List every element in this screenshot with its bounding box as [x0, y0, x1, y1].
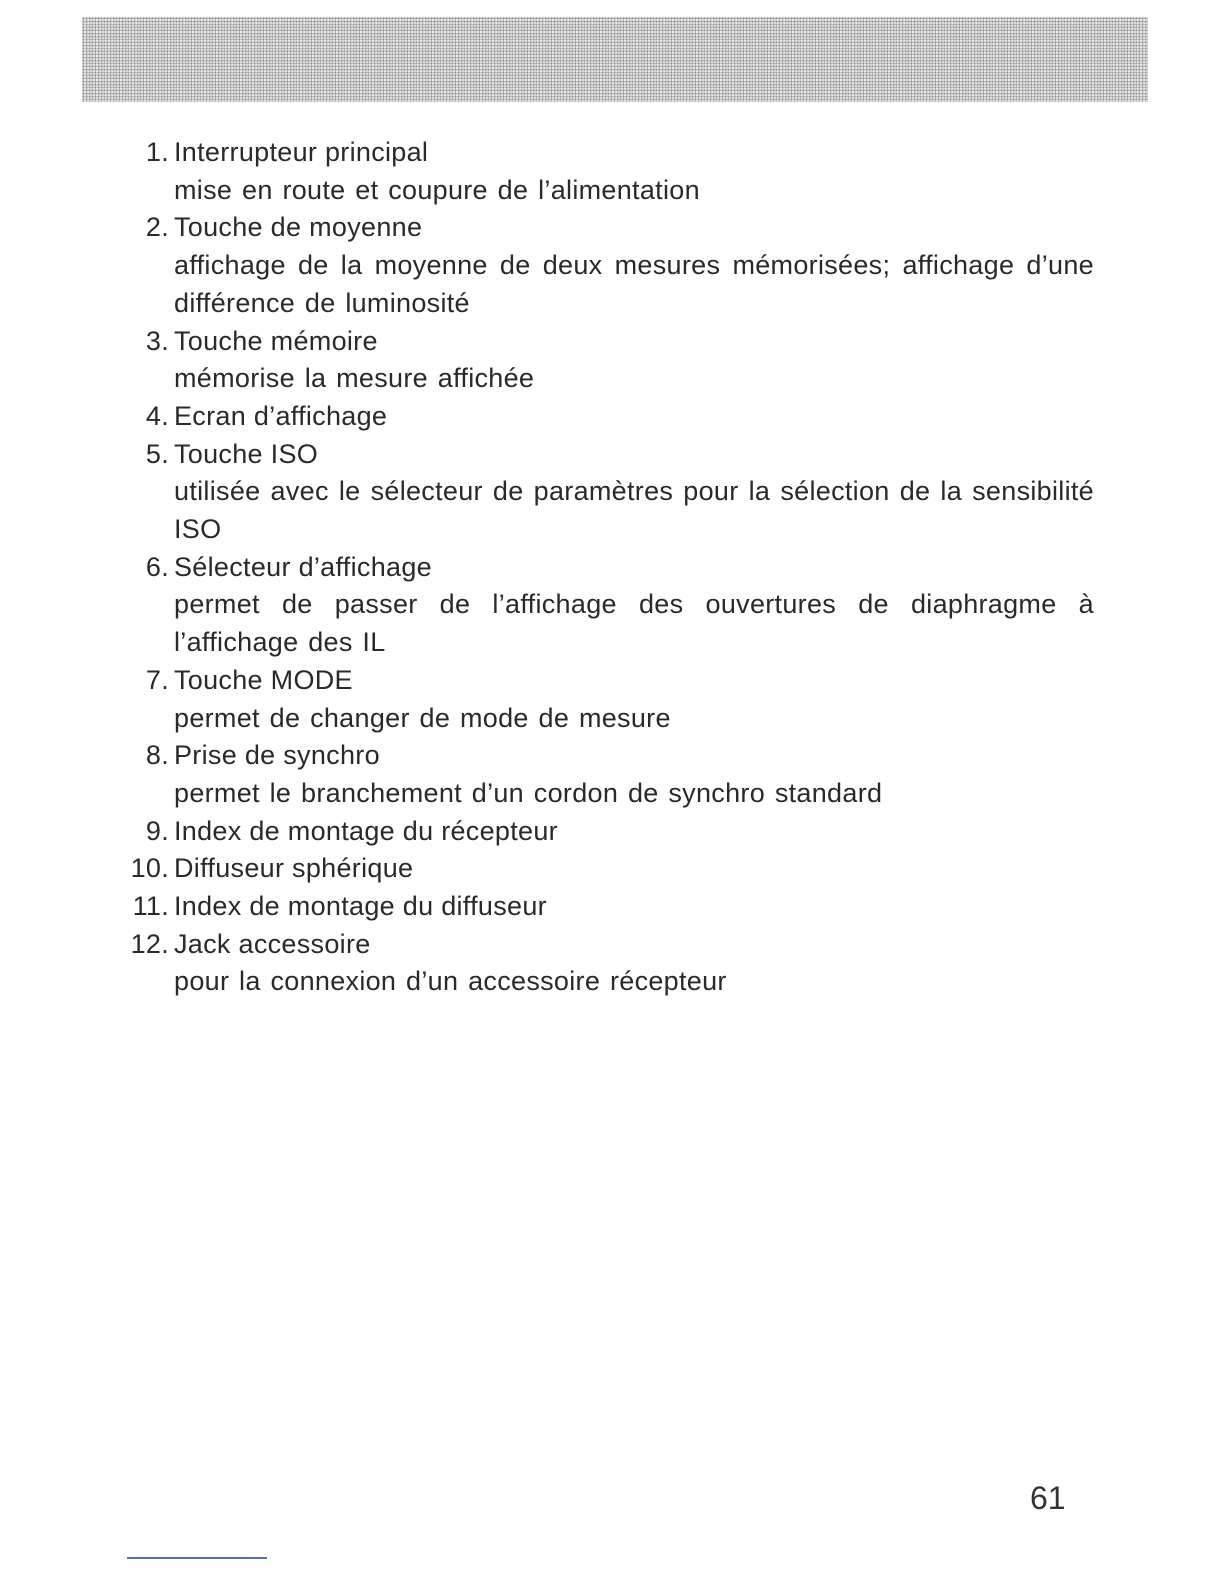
list-item: [0, 398, 1224, 436]
footer-rule: [127, 1557, 267, 1559]
item-number: 3.: [145, 325, 169, 356]
parts-list: [0, 134, 1224, 1001]
list-item: [0, 737, 1224, 812]
item-number: 6.: [145, 551, 169, 582]
item-title: Sélecteur d’affichage: [174, 551, 432, 582]
item-title: Interrupteur principal: [174, 137, 429, 167]
page-number: 61: [1030, 1480, 1066, 1516]
item-description: mise en route et coupure de l’alimentation: [174, 174, 700, 205]
list-item: [0, 549, 1224, 662]
list-item: [0, 134, 1224, 209]
item-number: 7.: [145, 664, 169, 695]
item-number: 4.: [145, 400, 169, 431]
item-number: 10.: [130, 853, 169, 884]
item-title: Prise de synchro: [174, 740, 380, 771]
item-number: 8.: [145, 740, 169, 771]
item-number: 5.: [145, 438, 169, 469]
item-title: Jack accessoire: [174, 928, 371, 959]
item-title: Index de montage du récepteur: [174, 815, 558, 846]
item-description: permet le branchement d’un cordon de synchro standard: [174, 777, 883, 808]
item-title: Touche MODE: [174, 664, 353, 695]
item-title: Touche mémoire: [174, 325, 378, 356]
list-item: [0, 888, 1224, 926]
item-title: Diffuseur sphérique: [174, 853, 414, 884]
item-description: mémorise la mesure affichée: [174, 363, 535, 394]
list-item: [0, 436, 1224, 549]
list-item: [0, 662, 1224, 737]
item-title: Touche de moyenne: [174, 212, 423, 243]
item-description: pour la connexion d’un accessoire récepteur: [174, 966, 727, 997]
list-item: [0, 850, 1224, 888]
header-band: [82, 17, 1148, 102]
list-item: [0, 209, 1224, 322]
item-title: Touche ISO: [174, 438, 319, 469]
item-description: permet de changer de mode de mesure: [174, 702, 671, 733]
item-number: 1.: [145, 137, 169, 167]
item-number: 9.: [145, 815, 169, 846]
item-title: Ecran d’affichage: [174, 400, 388, 431]
item-description: permet de passer de l’affichage des ouvertures de diaphragme à l’affichage des IL: [174, 589, 1094, 658]
list-item: [0, 926, 1224, 1001]
list-item: [0, 323, 1224, 398]
item-description: affichage de la moyenne de deux mesures mémorisées; affichage d’une différence de luminosité: [174, 250, 1094, 318]
item-number: 11.: [132, 891, 169, 922]
list-item: [0, 813, 1224, 851]
item-number: 2.: [145, 212, 169, 243]
item-description: utilisée avec le sélecteur de paramètres pour la sélection de la sensibilité ISO: [174, 476, 1094, 545]
item-number: 12.: [130, 928, 169, 959]
item-title: Index de montage du diffuseur: [174, 891, 547, 922]
